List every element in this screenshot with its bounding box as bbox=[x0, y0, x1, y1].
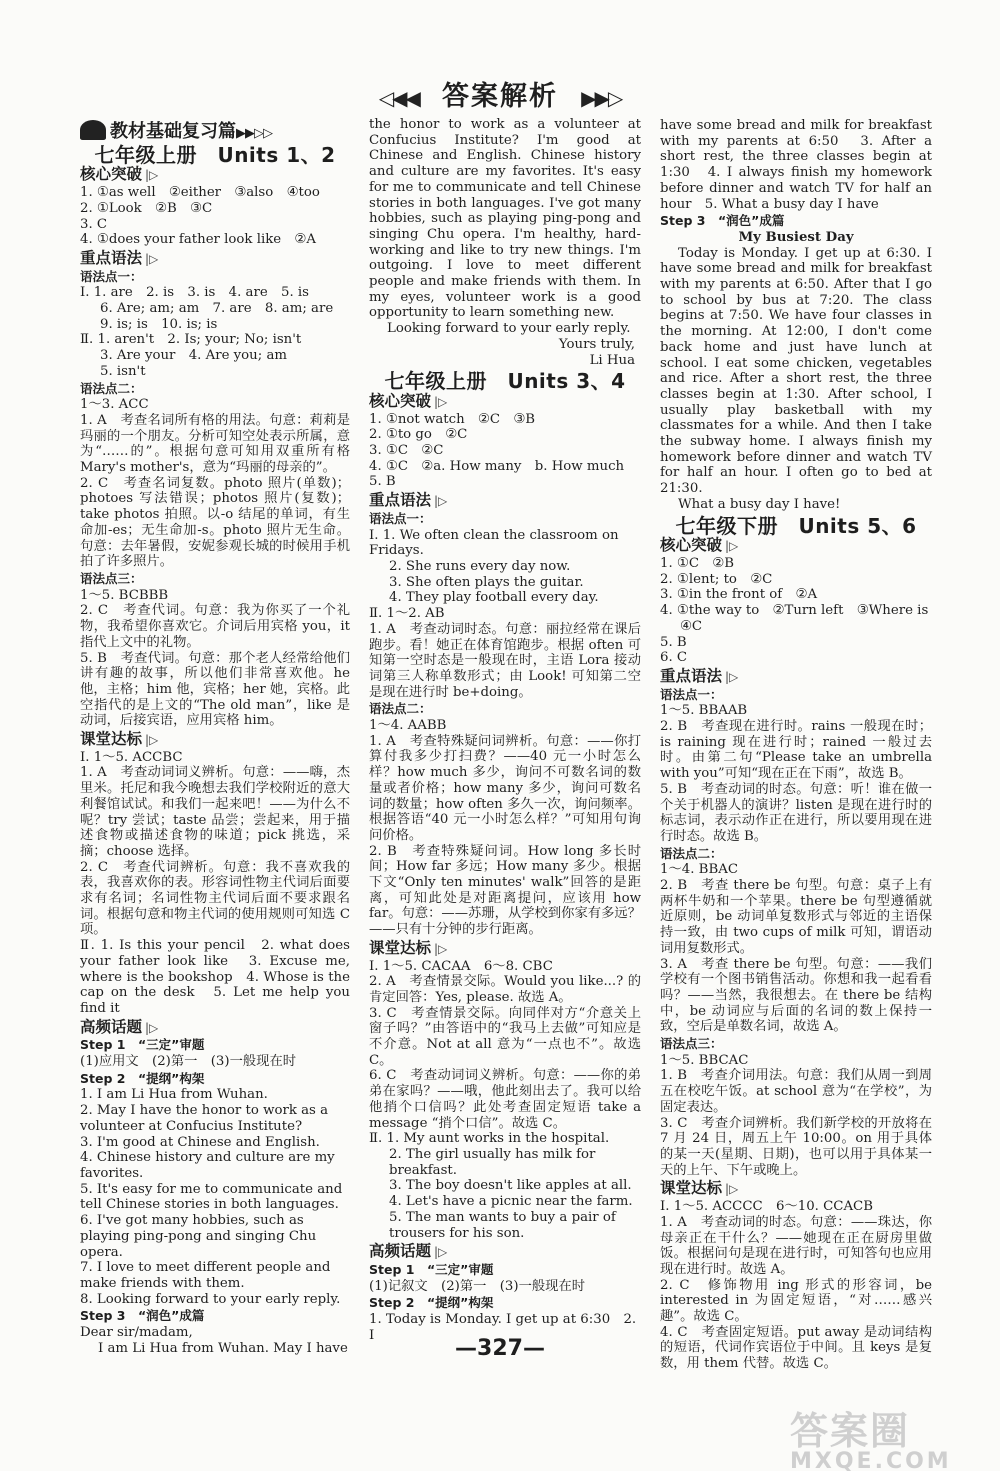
core-line: 4. ①C ②a. How many b. How much bbox=[369, 458, 625, 474]
heading-grammar-text: 重点语法 bbox=[660, 666, 723, 685]
core-line: ④C bbox=[680, 618, 703, 634]
outline-continued: have some bread and milk for breakfast with my parents at 6:50 3. After a short rest, the three classes begin at 1:30 4. I always finish my homework before dinner and watch TV for half an hour 5. What a busy day I have bbox=[660, 118, 932, 212]
heading-core: 核心突破 |▷ bbox=[369, 391, 448, 410]
grammar-point-2: 语法点二： bbox=[660, 845, 723, 861]
heading-grammar: 重点语法 |▷ bbox=[660, 666, 739, 685]
explanation: 2. B 考查现在进行时。rains 一般现在时；is raining 现在进行时；rained 一般过去时。由第二句“Please take an umbrella with you”可知“现在正在下雨”，故选 B。 bbox=[660, 719, 932, 782]
core-line: 3. C bbox=[80, 216, 108, 232]
answer-line: 6. Are; am; am 7. are 8. am; are bbox=[100, 301, 334, 317]
outline-line: 3. I'm good at Chinese and English. bbox=[80, 1134, 320, 1150]
watermark-line-1: 答案圈 bbox=[790, 1409, 911, 1453]
column-right bbox=[660, 118, 932, 1372]
heading-class: 课堂达标 |▷ bbox=[660, 1179, 739, 1198]
answer-line: Ⅰ. 1. We often clean the classroom on Fridays. bbox=[369, 527, 619, 559]
grammar-point-1: 语法点一： bbox=[660, 686, 723, 702]
answer-line: 1～5. BBAAB bbox=[660, 703, 748, 719]
step-1: Step 1 “三定”审题 bbox=[80, 1037, 205, 1053]
explanation: 1. A 考查特殊疑问词辨析。句意：——你打算付我多少打扫费？——40 元一小时怎么样？how much 多少，询问不可数名词的数量或者价格；how many 多少，询问可数名词的数量；how often 多久一次，询问频率。根据答语“40 元一小时怎么样？”可知用句询问价格。 bbox=[369, 733, 641, 843]
step-2: Step 2 “提纲”构架 bbox=[80, 1070, 205, 1086]
core-line: 1. ①as well ②either ③also ④too bbox=[80, 185, 320, 201]
watermark-logo bbox=[790, 1400, 952, 1471]
core-line: 1. ①not watch ②C ③B bbox=[369, 411, 536, 427]
explanation: Ⅱ. 1. Is this your pencil 2. what does your father look like 3. Excuse me, where is the bookshop 4. Whose is the cap on the desk 5. Let me help you find it bbox=[80, 938, 350, 1016]
heading-topic: 高频话题 |▷ bbox=[369, 1242, 448, 1261]
heading-core-text: 核心突破 bbox=[80, 165, 143, 184]
grammar-point-1: 语法点一： bbox=[80, 268, 143, 284]
grammar-point-2: 语法点二： bbox=[369, 701, 432, 717]
section-arrows: ▶▶▷▷ bbox=[236, 126, 272, 141]
step-1: Step 1 “三定”审题 bbox=[369, 1261, 494, 1277]
heading-class-text: 课堂达标 bbox=[80, 730, 143, 749]
answer-line: 4. They play football every day. bbox=[389, 590, 599, 606]
explanation: 3. C 考查情景交际。向同伴对方“介意关上窗子吗？”由答语中的“我马上去做”可知应是不介意。Not at all 意为“一点也不”。故选 C。 bbox=[369, 1005, 641, 1068]
outline-line: 4. Chinese history and culture are my favorites. bbox=[80, 1150, 335, 1181]
heading-core: 核心突破 |▷ bbox=[660, 536, 739, 555]
heading-topic-text: 高频话题 bbox=[80, 1017, 143, 1036]
letter-sign: Yours truly, bbox=[558, 336, 635, 352]
step-2: Step 2 “提纲”构架 bbox=[369, 1295, 494, 1311]
step-3: Step 3 “润色”成篇 bbox=[660, 213, 785, 229]
explanation: 1. A 考查动词的时态。句意：——珠达，你母亲正在干什么？——她现在正在厨房里做饭。根据问句是现在进行时，可知答句也应用现在进行时。故选 A。 bbox=[660, 1214, 932, 1277]
unit-title: 七年级上册 Units 3、4 bbox=[384, 369, 626, 394]
explanation: 1. B 考查介词用法。句意：我们从周一到周五在校吃午饭。at school 意为“在学校”，为固定表达。 bbox=[660, 1068, 932, 1115]
answer-line: 1～3. ACC bbox=[80, 397, 149, 413]
heading-class-text: 课堂达标 bbox=[369, 938, 432, 957]
heading-core-text: 核心突破 bbox=[660, 536, 723, 555]
answer-line: 3. The boy doesn't like apples at all. bbox=[389, 1178, 632, 1194]
explanation: 2. C 修饰物用 ing 形式的形容词，be interested in 为固定短语，“对……感兴趣”。故选 C。 bbox=[660, 1277, 932, 1325]
section-heading bbox=[80, 120, 350, 142]
answer-line: 1～5. BBCAC bbox=[660, 1052, 749, 1068]
answer-line: 9. is; is 10. is; is bbox=[100, 316, 218, 332]
outline-line: 1. Today is Monday. I get up at 6:30 2. I bbox=[369, 1312, 637, 1343]
heading-class: 课堂达标 |▷ bbox=[369, 938, 448, 957]
grammar-point-3: 语法点三： bbox=[660, 1036, 723, 1052]
explanation: 1. A 考查动词时态。句意：丽拉经常在课后跑步。看！她正在体育馆跑步。根据 often 可知第一空时态是一般现在时，主语 Lora 接动词第三人称单数形式；由 Look! 可知第二空是现在进行时 be+doing。 bbox=[369, 621, 641, 700]
essay-title: My Busiest Day bbox=[738, 229, 854, 245]
core-line: 1. ①C ②B bbox=[660, 555, 734, 571]
outline-line: 7. I love to meet different people and make friends with them. bbox=[80, 1260, 331, 1291]
heading-grammar: 重点语法 |▷ bbox=[369, 491, 448, 510]
answer-line: Ⅱ. 1. My aunt works in the hospital. bbox=[369, 1131, 610, 1147]
header-left-arrows: ◁◀◀ bbox=[378, 86, 419, 110]
answer-line: (1)记叙文 (2)第一 (3)一般现在时 bbox=[369, 1278, 586, 1294]
explanation: 1. A 考查名词所有格的用法。句意：莉莉是玛丽的一个朋友。分析可知空处表示所属，意为“……的”。根据句意可知用双重所有格 Mary's mother's，意为“玛丽的母亲的”。 bbox=[80, 412, 350, 476]
explanation: 6. C 考查动词词义辨析。句意：——你的弟弟在家吗？——哦，他此刻出去了。我可以给他捎个口信吗？此处考查固定短语 take a message “捎个口信”。故选 C。 bbox=[369, 1068, 641, 1131]
letter-greeting: Dear sir/madam, bbox=[80, 1325, 193, 1341]
explanation: 5. B 考查动词的时态。句意：听！谁在做一个关于机器人的演讲？listen 是现在进行时的标志词，表示动作正在进行，所以要用现在进行时态。故选 B。 bbox=[660, 781, 932, 844]
section-title: 教材基础复习篇 bbox=[110, 121, 236, 142]
heading-core-text: 核心突破 bbox=[369, 391, 432, 410]
outline-line: 1. I am Li Hua from Wuhan. bbox=[80, 1087, 268, 1103]
core-line: 3. ①in the front of ②A bbox=[660, 587, 818, 603]
explanation: 2. C 考查名词复数。photo 照片(单数)；photoes 写法错误；photos 照片(复数)；take photos 拍照。以-o 结尾的单词，有生命加-es；无生命加-s。photo 照片无生命。句意：去年暑假，安妮参观长城的时候用手机拍了许多照片。 bbox=[80, 475, 350, 570]
essay-end: What a busy day I have! bbox=[678, 496, 841, 512]
grammar-point-1: 语法点一： bbox=[369, 510, 432, 526]
answer-line: 3. She often plays the guitar. bbox=[389, 574, 584, 590]
answer-line: 2. She runs every day now. bbox=[389, 558, 571, 574]
outline-line: 6. I've got many hobbies, such as playing ping-pong and singing Chu opera. bbox=[80, 1213, 317, 1260]
grammar-point-3: 语法点三： bbox=[80, 570, 143, 586]
answer-line: Ⅰ. 1～5. CACAA 6～8. CBC bbox=[369, 958, 553, 974]
heading-topic-text: 高频话题 bbox=[369, 1242, 432, 1261]
grammar-point-2: 语法点二： bbox=[80, 380, 143, 396]
answer-line: 1～5. BCBBB bbox=[80, 587, 169, 603]
heading-grammar: 重点语法 |▷ bbox=[80, 248, 159, 267]
answer-line: Ⅰ. 1. are 2. is 3. is 4. are 5. is bbox=[80, 285, 309, 301]
answer-line: Ⅱ. 1. aren't 2. Is; your; No; isn't bbox=[80, 332, 302, 348]
core-line: 3. ①C ②C bbox=[369, 443, 444, 459]
answer-line: 3. Are your 4. Are you; am bbox=[100, 348, 287, 364]
explanation: 2. C 考查代词辨析。句意：我不喜欢我的表，我喜欢你的表。形容词性物主代词后面要求有名词；名词性物主代词后面不要求跟名词。根据句意和物主代词的使用规则可知选 C 项。 bbox=[80, 859, 350, 938]
page-title: 答案解析 bbox=[442, 81, 558, 112]
unit-title: 七年级下册 Units 5、6 bbox=[675, 513, 917, 538]
heading-class-text: 课堂达标 bbox=[660, 1179, 723, 1198]
answer-line: (1)应用文 (2)第一 (3)一般现在时 bbox=[80, 1054, 297, 1070]
explanation: 1. A 考查动词词义辨析。句意：——嗨，杰里米。托尼和我今晚想去我们学校附近的意大利餐馆试试。和我们一起来吧！——为什么不呢？try 尝试；taste 品尝；尝起来，用于描述食物或描述食物的味道；pick 挑选，采摘；choose 选择。 bbox=[80, 765, 350, 859]
explanation: 2. C 考查代词。句意：我为你买了一个礼物，我希望你喜欢它。介词后用宾格 you，it 指代上文中的礼物。 bbox=[80, 603, 350, 650]
core-line: 5. B bbox=[660, 634, 687, 650]
answer-line: 5. isn't bbox=[100, 363, 146, 379]
core-line: 2. ①Look ②B ③C bbox=[80, 200, 213, 216]
answer-line: Ⅰ. 1～5. ACCBC bbox=[80, 749, 183, 765]
heading-core: 核心突破 |▷ bbox=[80, 165, 159, 184]
letter-sign: Li Hua bbox=[589, 352, 635, 368]
outline-line: 5. It's easy for me to communicate and tell Chinese stories in both languages. bbox=[80, 1181, 343, 1213]
explanation: 2. B 考查特殊疑问词。How long 多长时间；How far 多远；How many 多少。根据下文“Only ten minutes' walk”回答的是距离，可知此处是对距离提问，应该用 how far。句意：——苏珊，从学校到你家有多远？——只有十分钟的步行距离。 bbox=[369, 843, 641, 938]
answer-line: 1～4. BBAC bbox=[660, 862, 738, 878]
book-icon bbox=[80, 120, 106, 140]
page-number: —327— bbox=[455, 1336, 545, 1361]
heading-grammar-text: 重点语法 bbox=[369, 491, 432, 510]
outline-line: 8. Looking forward to your early reply. bbox=[80, 1291, 341, 1307]
unit-title: 七年级上册 Units 1、2 bbox=[94, 142, 336, 167]
explanation: 3. A 考查 there be 句型。句意：——我们学校有一个图书销售活动。你想和我一起看看吗？——当然，我很想去。在 there be 结构中，be 动词应与后面的名词的数上保持一致，空后是单数名词，故选 A。 bbox=[660, 956, 932, 1035]
answer-line: Ⅰ. 1～5. ACCCC 6～10. CCACB bbox=[660, 1199, 873, 1215]
letter-body: the honor to work as a volunteer at Confucius Institute? I'm good at Chinese and English. Chinese history and culture are my favorites. It's easy for me to communicate and tell Chinese stories in both languages. I've got many hobbies, such as playing ping-pong and singing Chu opera. I'm healthy, hard-working and like to try new things. I'm outgoing. I love to meet different people and make friends with them. In my eyes, volunteer work is a good opportunity to learn something new. bbox=[369, 117, 641, 321]
core-line: 6. C bbox=[660, 650, 688, 666]
letter-body: I am Li Hua from Wuhan. May I have bbox=[98, 1340, 348, 1356]
watermark-line-2: MXQE.COM bbox=[790, 1449, 952, 1471]
heading-grammar-text: 重点语法 bbox=[80, 248, 143, 267]
explanation: 3. C 考查介词辨析。我们新学校的开放将在 7 月 24 日，周五上午 10:00。on 用于具体的某一天(星期、日期)，也可以用于具体某一天的上午、下午或晚上。 bbox=[660, 1115, 932, 1178]
answer-line: 5. The man wants to buy a pair of trousers for his son. bbox=[389, 1209, 616, 1241]
answer-line: 2. The girl usually has milk for breakfast. bbox=[389, 1147, 596, 1178]
header-right-arrows: ▶▶▷ bbox=[581, 86, 622, 110]
explanation: 2. A 考查情景交际。Would you like...? 的肯定回答：Yes, please. 故选 A。 bbox=[369, 974, 641, 1005]
core-line: 2. ①to go ②C bbox=[369, 427, 468, 443]
core-line: 5. B bbox=[369, 474, 396, 490]
column-middle bbox=[369, 117, 641, 1343]
answer-line: Ⅱ. 1～2. AB bbox=[369, 606, 445, 622]
answer-line: 1～4. AABB bbox=[369, 718, 447, 734]
explanation: 4. C 考查固定短语。put away 是动词结构的短语，代词作宾语位于中间。且 keys 是复数，用 them 代替。故选 C。 bbox=[660, 1324, 932, 1372]
explanation: 5. B 考查代词。句意：那个老人经常给他们讲有趣的故事，所以他们非常喜欢他。he 他，主格；him 他，宾格；her 她，宾格。此空指代的是上文的“The old man”，like 是动词，后接宾语，应用宾格 him。 bbox=[80, 650, 350, 729]
heading-class: 课堂达标 |▷ bbox=[80, 730, 159, 749]
letter-closing: Looking forward to your early reply. bbox=[387, 321, 631, 337]
page-header bbox=[0, 74, 1000, 113]
core-line: 4. ①does your father look like ②A bbox=[80, 232, 316, 248]
step-3: Step 3 “润色”成篇 bbox=[80, 1308, 205, 1324]
outline-line: 2. May I have the honor to work as a volunteer at Confucius Institute? bbox=[80, 1103, 329, 1134]
explanation: 2. B 考查 there be 句型。句意：桌子上有两杯牛奶和一个苹果。there be 句型遵循就近原则，be 动词单复数形式与邻近的主语保持一致，由 two cups of milk 可知，谓语动词用复数形式。 bbox=[660, 878, 932, 956]
core-line: 4. ①the way to ②Turn left ③Where is bbox=[660, 603, 929, 619]
essay-body: Today is Monday. I get up at 6:30. I have some bread and milk for breakfast with my parents at 6:50. After that I go to school by bus at 7:20. The class begins at 7:50. We have four classes in the morning. At 12:00, I don't come back home and just have lunch at school. I eat some chicken, vegetables and rice. After a short rest, the three classes begin at 1:30. After school, I usually play basketball with my classmates for a while. And then I take the subway home. I always finish my homework before dinner and watch TV for half an hour. I often go to bed at 21:30. bbox=[660, 245, 932, 497]
heading-topic: 高频话题 |▷ bbox=[80, 1017, 159, 1036]
core-line: 2. ①lent; to ②C bbox=[660, 571, 773, 587]
answer-line: 4. Let's have a picnic near the farm. bbox=[389, 1194, 633, 1210]
column-left bbox=[80, 118, 350, 1356]
